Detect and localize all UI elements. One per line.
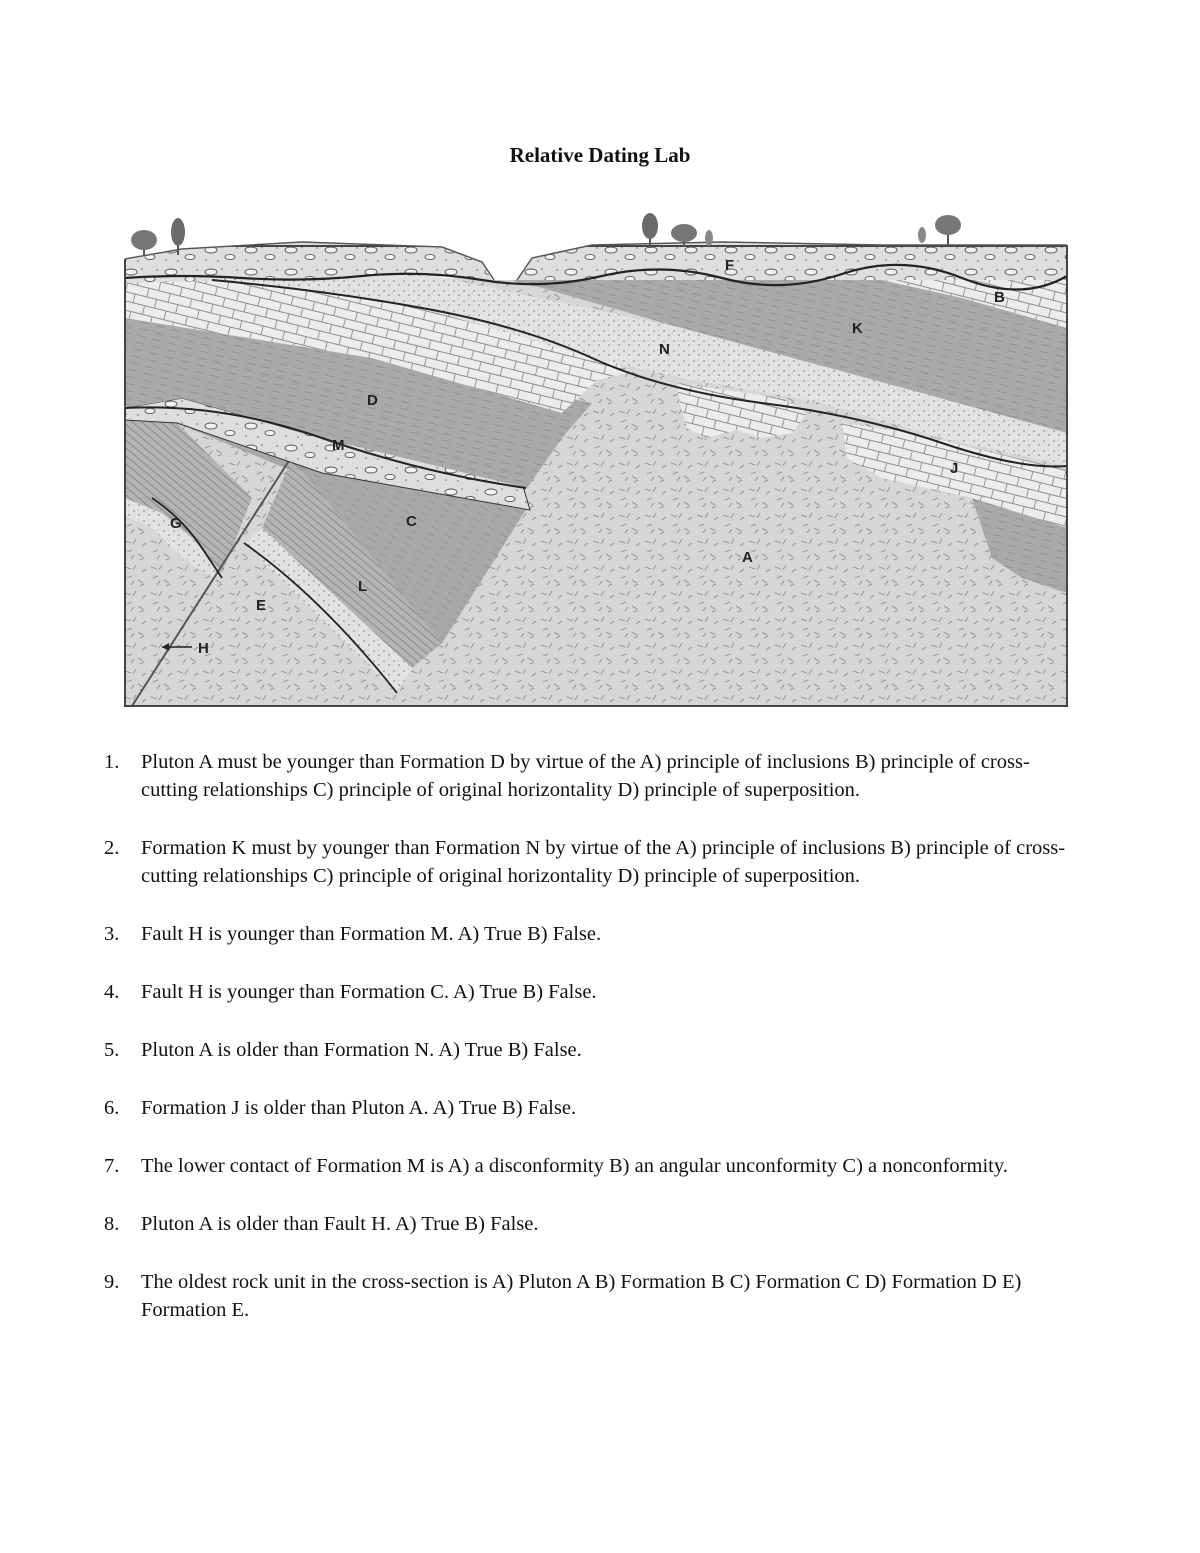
question-item (104, 748, 1079, 804)
page-title: Relative Dating Lab (509, 143, 691, 167)
question-item (104, 1210, 1079, 1238)
label-m: M (332, 437, 345, 454)
label-j: J (950, 460, 959, 477)
label-e: E (256, 597, 267, 614)
label-k: K (852, 320, 863, 337)
question-text: Fault H is younger than Formation C. A) True B) False. (141, 981, 597, 1003)
question-list (104, 748, 1079, 1354)
formation-f-right (512, 243, 1067, 280)
cross-section-figure (122, 198, 1070, 710)
question-text: The oldest rock unit in the cross-section is A) Pluton A B) Formation B C) Formation C D) Formation D E) Formation E. (141, 1271, 1022, 1321)
question-number: 4. (104, 981, 120, 1003)
question-text: Formation K must by younger than Formation N by virtue of the A) principle of inclusions B) principle of cross-cutting relationships C) principle of original horizontality D) principle of superposition. (141, 837, 1066, 887)
question-text: The lower contact of Formation M is A) a disconformity B) an angular unconformity C) a nonconformity. (141, 1155, 1008, 1177)
question-number: 3. (104, 923, 120, 945)
label-a: A (742, 549, 753, 566)
question-number: 7. (104, 1155, 120, 1177)
question-item (104, 1036, 1079, 1064)
question-item (104, 920, 1079, 948)
question-item (104, 1152, 1079, 1180)
question-text: Pluton A is older than Formation N. A) True B) False. (141, 1039, 582, 1061)
question-text: Formation J is older than Pluton A. A) True B) False. (141, 1097, 577, 1119)
label-l: L (358, 578, 368, 595)
question-number: 9. (104, 1271, 120, 1293)
question-number: 2. (104, 837, 120, 859)
question-item (104, 978, 1079, 1006)
question-item (104, 1094, 1079, 1122)
question-item (104, 1268, 1079, 1324)
question-number: 6. (104, 1097, 120, 1119)
tree-icon (918, 227, 926, 243)
question-number: 1. (104, 751, 120, 773)
label-b: B (994, 289, 1005, 306)
label-g: G (170, 515, 182, 532)
cross-section-diagram (122, 198, 1070, 710)
question-text: Pluton A must be younger than Formation D by virtue of the A) principle of inclusions B) principle of cross-cutting relationships C) principle of original horizontality D) principle of superposition. (141, 751, 1030, 801)
question-text: Pluton A is older than Fault H. A) True B) False. (141, 1213, 539, 1235)
tree-icon (705, 230, 713, 246)
question-item (104, 834, 1079, 890)
question-number: 8. (104, 1213, 120, 1235)
label-h: H (198, 640, 209, 657)
question-text: Fault H is younger than Formation M. A) True B) False. (141, 923, 602, 945)
label-c: C (406, 513, 417, 530)
label-d: D (367, 392, 378, 409)
question-number: 5. (104, 1039, 120, 1061)
label-n: N (659, 341, 670, 358)
label-f: F (725, 257, 735, 274)
